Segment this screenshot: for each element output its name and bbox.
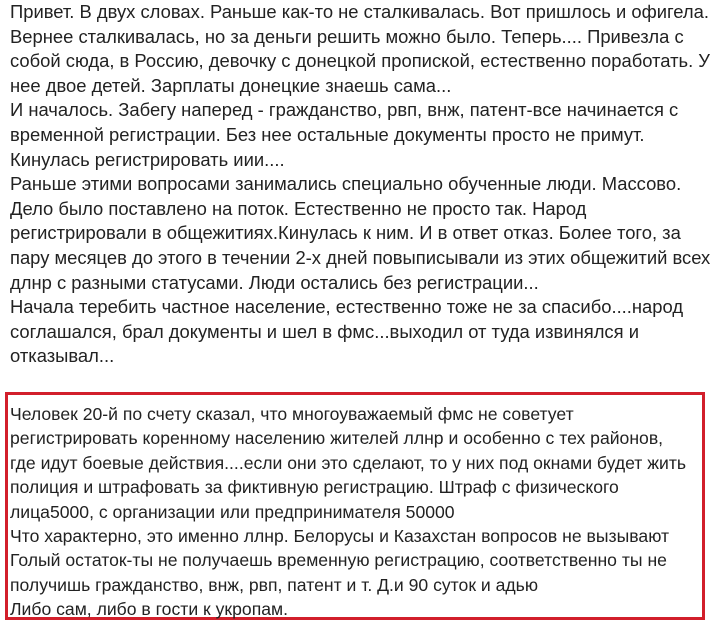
post-text-line: регистрировали в общежитиях.Кинулась к ним. И в ответ отказ. Более того, за — [10, 222, 681, 244]
post-text-line: Раньше этими вопросами занимались специально обученные люди. Массово. — [10, 173, 682, 195]
post-text-line: временной регистрации. Без нее остальные документы просто не примут. — [10, 123, 645, 145]
highlighted-text-line: лица5000, с организации или предпринимателя 50000 — [10, 501, 455, 522]
post-text-line: собой сюда, в Россию, девочку с донецкой пропиской, естественно поработать. У — [10, 50, 710, 72]
highlighted-text-line: Либо сам, либо в гости к укропам. — [10, 599, 288, 620]
post-text-line: Вернее сталкивалась, но за деньги решить можно было. Теперь.... Привезла с — [10, 25, 684, 47]
highlighted-text-line: где идут боевые действия....если они это сделают, то у них под окнами будет жить — [10, 452, 687, 473]
post-text-line: длнр с разными статусами. Люди остались без регистрации... — [10, 271, 539, 293]
highlighted-text-line: Что характерно, это именно ллнр. Белорусы и Казахстан вопросов не вызывают — [10, 525, 670, 546]
post-text-line: нее двое детей. Зарплаты донецкие знаешь сама... — [10, 74, 452, 96]
highlighted-text-line: регистрировать коренному населению жителей ллнр и особенно с тех районов, — [10, 428, 664, 449]
post-text-line: пару месяцев до этого в течении 2-х дней повыписывали из этих общежитий всех — [10, 246, 711, 268]
post-text-line: Привет. В двух словах. Раньше как-то не сталкивалась. Вот пришлось и офигела. — [10, 1, 709, 22]
post-body-text — [10, 0, 710, 369]
highlighted-text-line: Человек 20-й по счету сказал, что многоуважаемый фмс не советует — [10, 404, 574, 424]
post-text-line: И началось. Забегу наперед - гражданство, рвп, внж, патент-все начинается с — [10, 99, 679, 121]
post-text-line: Кинулась регистрировать иии.... — [10, 148, 285, 170]
post-text-line: отказывал... — [10, 345, 115, 367]
post-text-line: соглашался, брал документы и шел в фмс...выходил от туда извинялся и — [10, 320, 639, 342]
highlighted-text — [10, 402, 700, 622]
post-text-line: Начала теребить частное население, естественно тоже не за спасибо....народ — [10, 296, 684, 318]
post-text-line: Дело было поставлено на поток. Естественно не просто так. Народ — [10, 197, 587, 219]
highlighted-text-line: полиция и штрафовать за фиктивную регистрацию. Штраф с физического — [10, 477, 619, 498]
highlighted-text-line: получишь гражданство, внж, рвп, патент и т. Д.и 90 суток и адью — [10, 574, 539, 595]
highlighted-text-line: Голый остаток-ты не получаешь временную регистрацию, соответственно ты не — [10, 550, 667, 571]
